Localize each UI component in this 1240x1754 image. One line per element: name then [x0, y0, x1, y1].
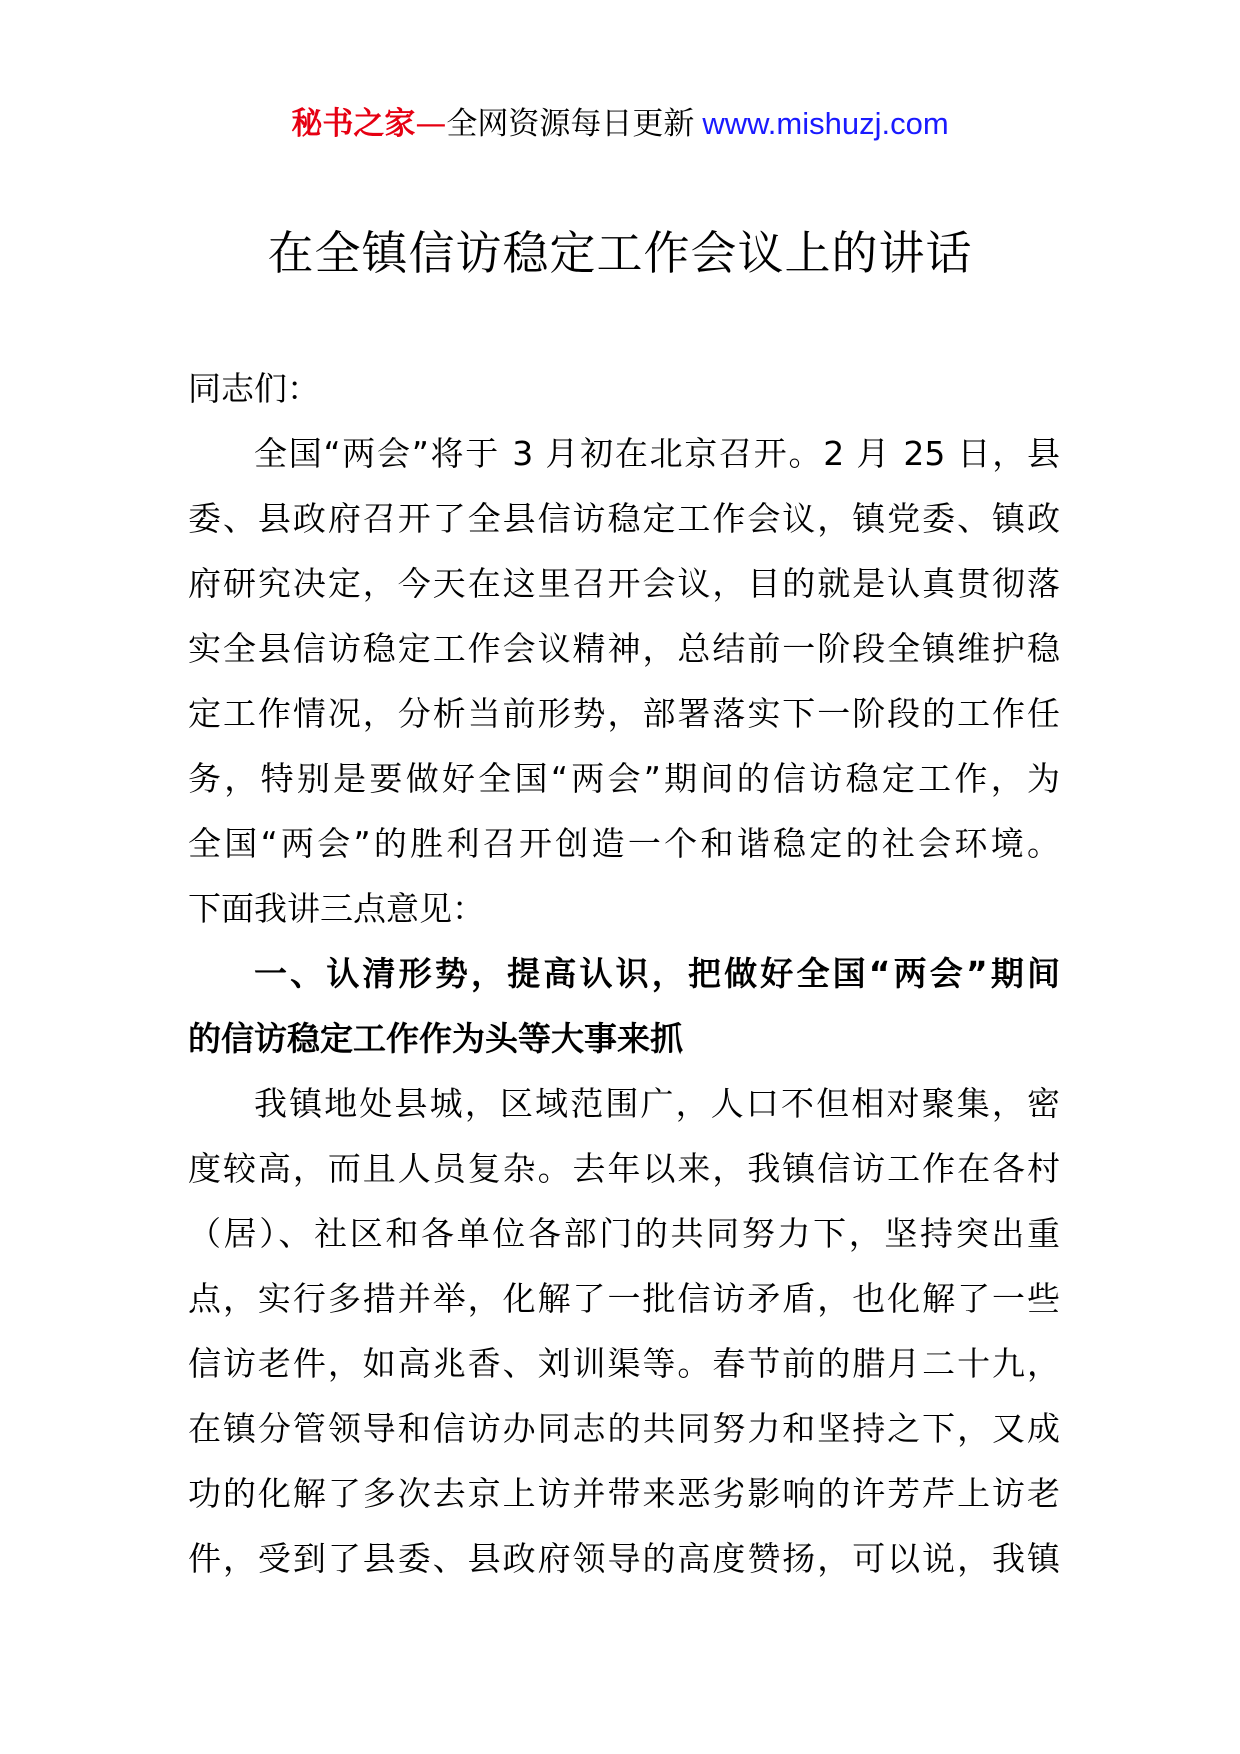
salutation: 同志们： [188, 369, 320, 408]
paragraph-line: 度较高，而且人员复杂。去年以来，我镇信访工作在各村 [188, 1149, 1060, 1188]
paragraph-line: 府研究决定，今天在这里召开会议，目的就是认真贯彻落 [188, 564, 1060, 603]
paragraph-line: 点，实行多措并举，化解了一批信访矛盾，也化解了一些 [188, 1279, 1060, 1318]
paragraph-line: 委、县政府召开了全县信访稳定工作会议，镇党委、镇政 [188, 499, 1060, 538]
paragraph-line: 全国“两会”的胜利召开创造一个和谐稳定的社会环境。 [188, 824, 1060, 863]
section-heading-line: 的信访稳定工作作为头等大事来抓 [188, 1019, 683, 1058]
paragraph-line: 在镇分管领导和信访办同志的共同努力和坚持之下，又成 [188, 1409, 1060, 1448]
paragraph-line: 件，受到了县委、县政府领导的高度赞扬，可以说，我镇 [188, 1539, 1060, 1578]
document-title: 在全镇信访稳定工作会议上的讲话 [267, 226, 973, 280]
paragraph-line: 务，特别是要做好全国“两会”期间的信访稳定工作，为 [188, 759, 1060, 798]
paragraph-line: 我镇地处县城，区域范围广，人口不但相对聚集，密 [254, 1084, 1060, 1123]
paragraph-line: 实全县信访稳定工作会议精神，总结前一阶段全镇维护稳 [188, 629, 1060, 668]
header-dash: — [415, 106, 447, 142]
header-slogan: 全网资源每日更新 [446, 106, 695, 142]
paragraph-line: 下面我讲三点意见： [188, 889, 485, 928]
paragraph-line: 功的化解了多次去京上访并带来恶劣影响的许芳芹上访老 [188, 1474, 1060, 1513]
site-header [0, 104, 1240, 144]
site-url-link[interactable]: www.mishuzj.com [702, 106, 949, 141]
section-heading-line: 一、认清形势，提高认识，把做好全国“两会”期间 [254, 954, 1060, 993]
paragraph-line: （居）、社区和各单位各部门的共同努力下，坚持突出重 [188, 1214, 1060, 1253]
paragraph-line: 信访老件，如高兆香、刘训渠等。春节前的腊月二十九， [188, 1344, 1060, 1383]
brand-name: 秘书之家 [291, 106, 416, 142]
paragraph-line: 全国“两会”将于 3 月初在北京召开。2 月 25 日，县 [254, 434, 1060, 473]
document-body [188, 356, 1060, 1591]
paragraph-line: 定工作情况，分析当前形势，部署落实下一阶段的工作任 [188, 694, 1060, 733]
